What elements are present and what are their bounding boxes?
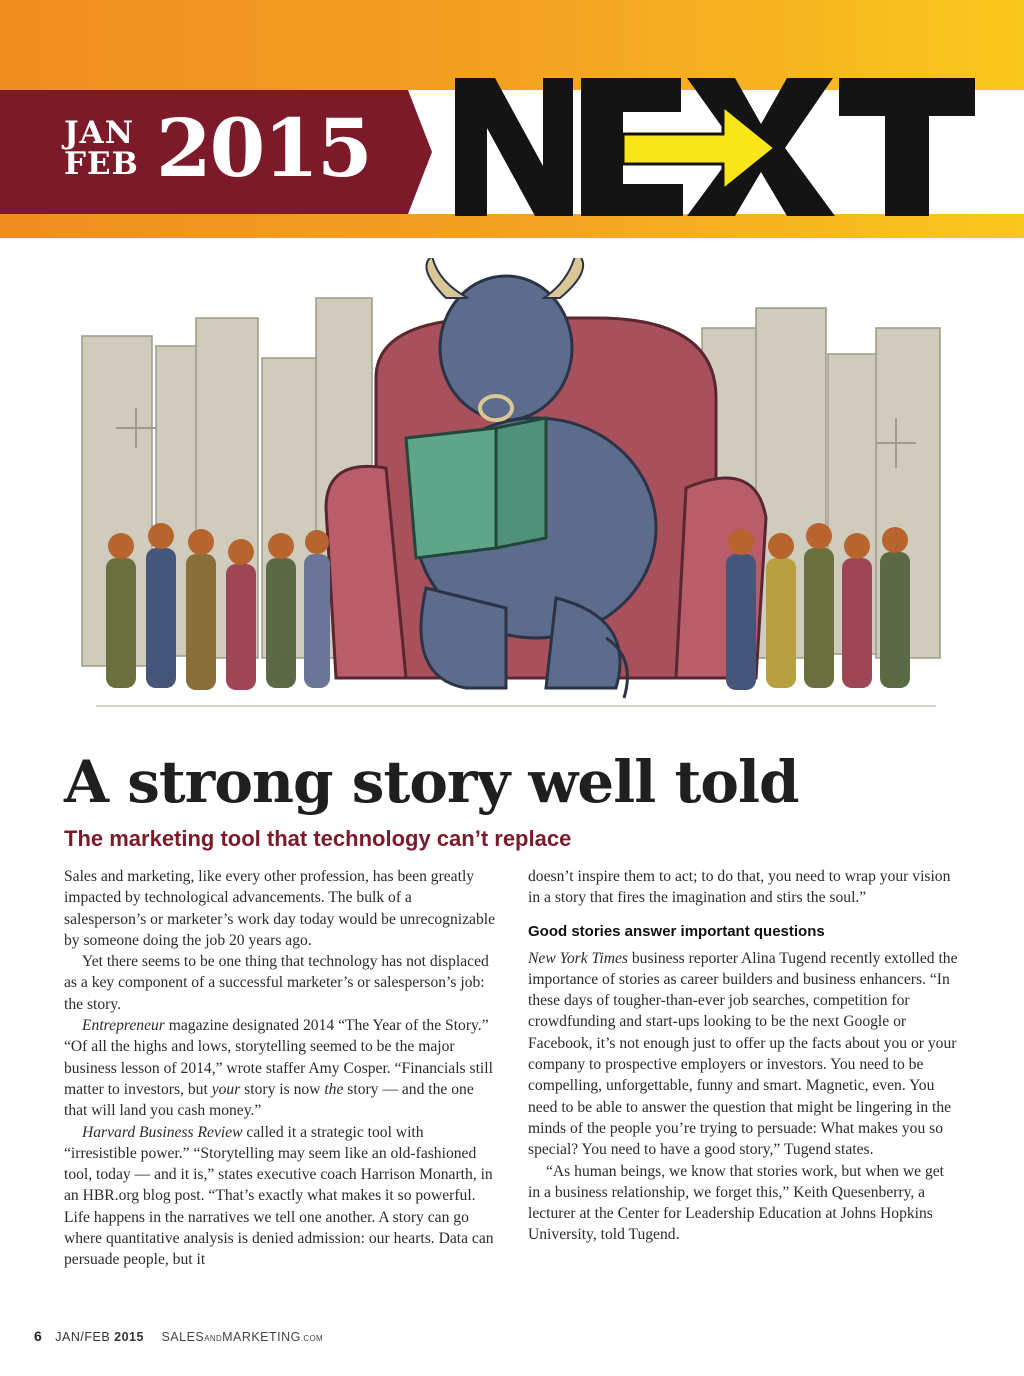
paragraph-text: called it a strategic tool with “irresistible power.” “Storytelling may seem like an old-fashioned tool, today — and it is,” states executive coach Harrison Monarth, in an HBR.org blog post. “That’s exactly what makes it so powerful. Life happens in the narratives we tell one another. A story can go where quantitative analysis is denied admission: our hearts. Data can persuade people, but it — [64, 1123, 494, 1269]
site-part: AND — [204, 1334, 223, 1343]
section-subhead: Good stories answer important questions — [528, 922, 825, 940]
footer-issue — [55, 1330, 144, 1344]
article-headline: A strong story well told — [64, 748, 799, 816]
footer-website — [161, 1330, 323, 1344]
paragraph-text: business reporter Alina Tugend recently extolled the importance of stories as career builders and business enhancers. “In these days of tougher-than-ever job searches, competition for crowdfunding and start-ups looking to be the next Google or Facebook, it’s not enough just to offer up the facts about you or your company to prospective employers or investors. You need to be compelling, unforgettable, funny and smart. Magnetic, even. You need to be able to answer the question that might be lingering in the minds of the people you’re trying to persuade: What makes you so special? You need to have a good story,” Tugend states. — [528, 949, 958, 1159]
footer-issue-year: 2015 — [114, 1330, 144, 1344]
body-paragraph — [64, 1122, 496, 1271]
site-part: MARKETING — [222, 1330, 301, 1344]
publication-name: New York Times — [528, 949, 628, 967]
paragraph-text: story is now — [240, 1080, 325, 1098]
body-paragraph: “As human beings, we know that stories work, but when we get in a business relationship, we forget this,” Keith Quesenberry, a lecturer at the Center for Leadership Education at Johns Hopkins University, told Tugend. — [528, 1162, 944, 1244]
page-footer — [34, 1326, 323, 1346]
site-part: SALES — [161, 1330, 205, 1344]
body-paragraph: doesn’t inspire them to act; to do that, you need to wrap your vision in a story that fires the imagination and stirs the soul.” — [528, 868, 951, 907]
article-illustration — [76, 258, 948, 724]
publication-name: Harvard Business Review — [82, 1123, 243, 1141]
issue-months — [64, 115, 154, 182]
next-section-logo — [455, 66, 985, 238]
body-column-left — [64, 866, 496, 1271]
open-book — [406, 418, 546, 558]
body-paragraph: Sales and marketing, like every other profession, has been greatly impacted by technological advancements. The bulk of a salesperson’s or marketer’s work day today would be unrecognizable by someone doing the job 20 years ago. — [64, 868, 496, 949]
publication-name: Entrepreneur — [82, 1017, 165, 1035]
issue-month-jan: JAN — [64, 115, 135, 151]
issue-month-feb: FEB — [64, 146, 139, 182]
emphasis-text: the — [324, 1080, 344, 1098]
page-number: 6 — [34, 1328, 42, 1344]
body-column-right — [528, 866, 960, 1246]
body-paragraph: Yet there seems to be one thing that technology has not displaced as a key component of a successful marketer’s or salesperson’s job: the story. — [64, 953, 489, 1013]
site-part: .COM — [300, 1334, 323, 1343]
emphasis-text: your — [211, 1080, 241, 1098]
footer-issue-months: JAN/FEB — [55, 1330, 115, 1344]
paragraph-text: magazine designated 2014 “The Year of the Story.” “Of all the highs and lows, storytelling seemed to be the major business lesson of 2014,” wrote staffer Amy Cosper. “Financials still matter to investors, but — [64, 1017, 493, 1098]
paragraph-text: story — and the one that will land you cash money.” — [64, 1080, 474, 1120]
issue-year: 2015 — [156, 101, 371, 195]
body-paragraph — [528, 948, 960, 1161]
body-paragraph — [64, 1015, 496, 1121]
article-deck: The marketing tool that technology can’t replace — [64, 826, 572, 851]
